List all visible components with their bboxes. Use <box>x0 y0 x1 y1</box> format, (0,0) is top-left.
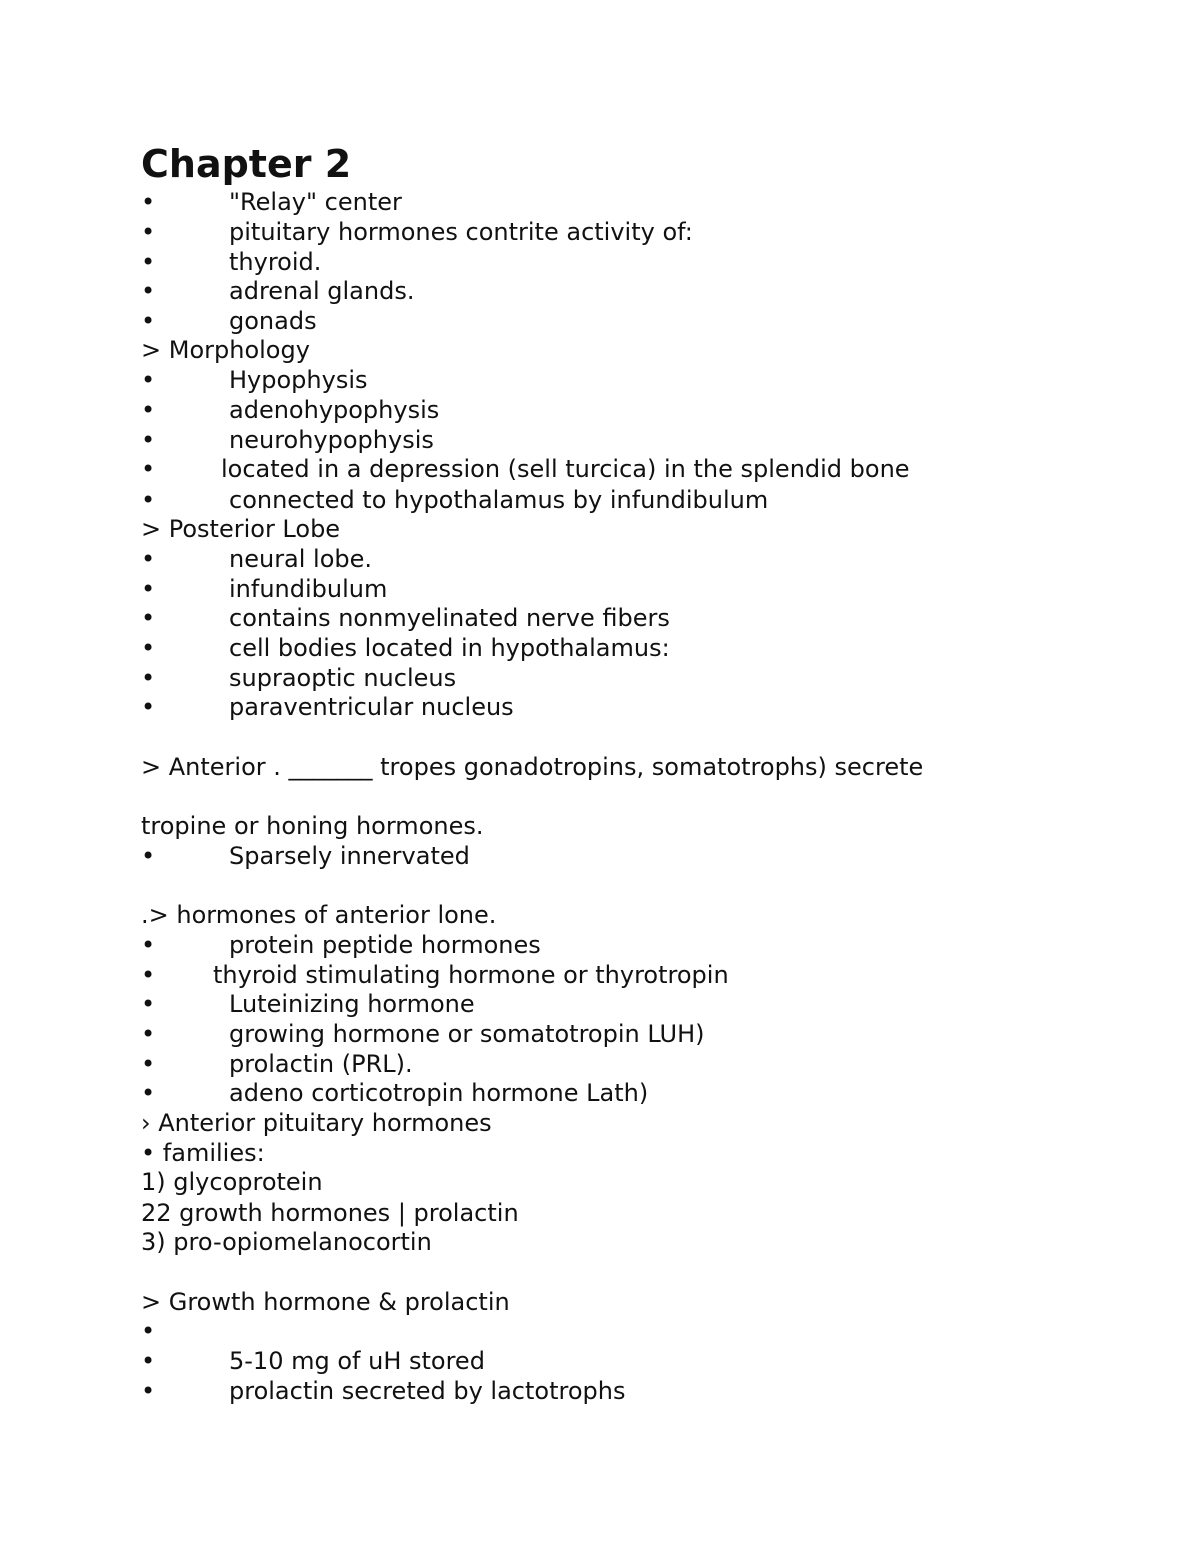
list-item-text: Sparsely innervated <box>229 842 470 870</box>
list-item-text: pituitary hormones contrite activity of: <box>229 218 693 246</box>
list-item-text: located in a depression (sell turcica) in the splendid bone <box>221 455 910 483</box>
bullet-marker: • <box>141 366 156 394</box>
list-item-text: "Relay" center <box>229 188 402 216</box>
list-item-text: supraoptic nucleus <box>229 664 457 692</box>
list-item-text: thyroid. <box>229 248 322 276</box>
paragraph-text: 1) glycoprotein <box>141 1168 323 1196</box>
section-heading-text: > Anterior . _______ tropes gonadotropins, somatotrophs) secrete <box>141 753 924 781</box>
bullet-marker: • <box>141 218 156 246</box>
bullet-marker: • <box>141 575 156 603</box>
bullet-marker: • <box>141 693 156 721</box>
list-item-text: prolactin (PRL). <box>229 1050 413 1078</box>
bullet-marker: • <box>141 1050 156 1078</box>
list-item-text: protein peptide hormones <box>229 931 541 959</box>
bullet-marker: • <box>141 188 156 216</box>
bullet-marker: • <box>141 931 156 959</box>
list-item-text: thyroid stimulating hormone or thyrotropin <box>213 961 729 989</box>
list-item-text: Luteinizing hormone <box>229 990 475 1018</box>
bullet-marker: • <box>141 990 156 1018</box>
bullet-marker: • <box>141 842 156 870</box>
list-item-text: connected to hypothalamus by infundibulum <box>229 486 769 514</box>
paragraph-text: 22 growth hormones | prolactin <box>141 1199 519 1227</box>
bullet-marker: • <box>141 455 156 483</box>
bullet-marker: • <box>141 1079 156 1107</box>
paragraph-text: tropine or honing hormones. <box>141 812 484 840</box>
bullet-marker: • <box>141 1020 156 1048</box>
section-heading-text: > Growth hormone & prolactin <box>141 1288 510 1316</box>
list-item-text: paraventricular nucleus <box>229 693 514 721</box>
paragraph-text: • families: <box>141 1139 265 1167</box>
bullet-marker: • <box>141 426 156 454</box>
bullet-marker: • <box>141 248 156 276</box>
bullet-marker: • <box>141 307 156 335</box>
bullet-marker: • <box>141 664 156 692</box>
list-item-text: gonads <box>229 307 317 335</box>
bullet-marker: • <box>141 634 156 662</box>
list-item-text: neurohypophysis <box>229 426 434 454</box>
bullet-marker: • <box>141 486 156 514</box>
bullet-marker: • <box>141 1377 156 1405</box>
bullet-marker: • <box>141 545 156 573</box>
list-item-text: adeno corticotropin hormone Lath) <box>229 1079 649 1107</box>
list-item-text: Hypophysis <box>229 366 368 394</box>
bullet-marker: • <box>141 396 156 424</box>
list-item-text: adrenal glands. <box>229 277 415 305</box>
list-item-text: cell bodies located in hypothalamus: <box>229 634 670 662</box>
section-heading-text: > Morphology <box>141 336 310 364</box>
list-item-text: 5-10 mg of uH stored <box>229 1347 485 1375</box>
bullet-marker: • <box>141 1317 156 1345</box>
bullet-marker: • <box>141 961 156 989</box>
list-item-text: infundibulum <box>229 575 388 603</box>
section-heading-text: .> hormones of anterior lone. <box>141 901 497 929</box>
bullet-marker: • <box>141 604 156 632</box>
section-heading-text: > Posterior Lobe <box>141 515 341 543</box>
paragraph-text: 3) pro-opiomelanocortin <box>141 1228 432 1256</box>
list-item-text: prolactin secreted by lactotrophs <box>229 1377 626 1405</box>
list-item-text: neural lobe. <box>229 545 373 573</box>
bullet-marker: • <box>141 1347 156 1375</box>
section-heading-text: › Anterior pituitary hormones <box>141 1109 492 1137</box>
list-item-text: contains nonmyelinated nerve fibers <box>229 604 670 632</box>
list-item-text: growing hormone or somatotropin LUH) <box>229 1020 705 1048</box>
list-item-text: adenohypophysis <box>229 396 440 424</box>
bullet-marker: • <box>141 277 156 305</box>
page-title: Chapter 2 <box>141 142 352 186</box>
